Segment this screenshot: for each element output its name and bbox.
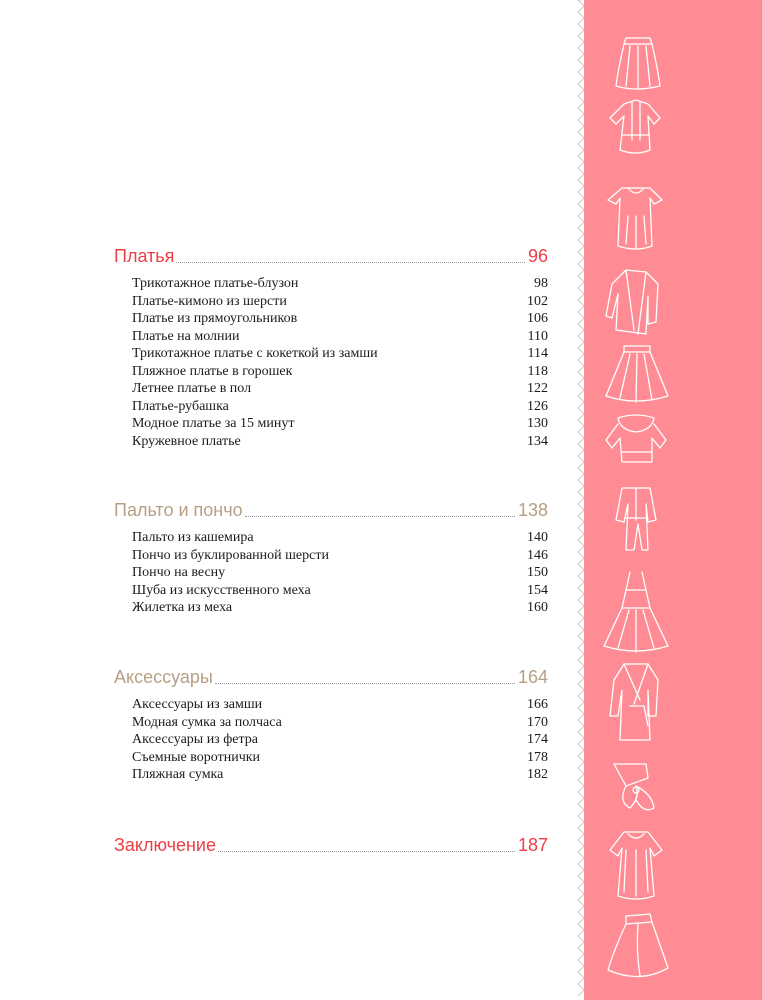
toc-item[interactable] (132, 529, 548, 547)
toc-item-title: Платье из прямоугольников (132, 311, 298, 326)
toc-item-title: Модная сумка за полчаса (132, 714, 282, 730)
toc-item-page: 170 (527, 714, 548, 730)
toc-item-page: 110 (527, 328, 548, 344)
dot-leader (176, 261, 525, 263)
flared-skirt-icon (606, 346, 668, 402)
toc-item-page: 98 (534, 276, 548, 291)
toc-item-page: 146 (527, 547, 548, 563)
toc-item[interactable] (132, 363, 548, 381)
toc-item-title: Жилетка из меха (132, 600, 233, 615)
toc-item-list (132, 529, 548, 617)
toc-item[interactable] (132, 582, 548, 600)
toc-section-heading[interactable] (114, 658, 548, 688)
toc-item[interactable] (132, 310, 548, 328)
dot-leader (245, 515, 515, 517)
toc-item-title: Модное платье за 15 минут (132, 416, 295, 431)
toc-section-coats (114, 491, 548, 617)
toc-item-page: 114 (527, 346, 548, 361)
toc-item-page: 178 (527, 749, 548, 765)
section-page-number: 164 (517, 667, 548, 687)
tunic-icon (608, 188, 662, 249)
toc-item[interactable] (132, 564, 548, 582)
section-title: Аксессуары (114, 667, 213, 687)
cardigan-icon (606, 270, 658, 334)
toc-item-page: 182 (527, 767, 548, 782)
toc-section-heading[interactable] (114, 491, 548, 521)
toc-item-page: 140 (527, 530, 548, 545)
toc-item-title: Пляжное платье в горошек (132, 363, 293, 379)
toc-item-page: 126 (527, 398, 548, 414)
toc-item-title: Аксессуары из фетра (132, 732, 258, 747)
toc-item[interactable] (132, 275, 548, 293)
toc-item[interactable] (132, 749, 548, 767)
wrap-coat-icon (610, 664, 658, 740)
toc-item-title: Кружевное платье (132, 433, 241, 449)
toc-section-conclusion (114, 826, 548, 856)
toc-item-title: Летнее платье в пол (132, 381, 252, 396)
section-page-number: 187 (517, 835, 548, 855)
toc-item[interactable] (132, 547, 548, 565)
toc-item-page: 130 (527, 416, 548, 431)
toc-item[interactable] (132, 599, 548, 617)
section-title: Платья (114, 246, 175, 266)
toc-item[interactable] (132, 328, 548, 346)
toc-item-page: 134 (527, 433, 548, 449)
toc-item[interactable] (132, 731, 548, 749)
toc-item-title: Платье-кимоно из шерсти (132, 293, 287, 309)
toc-item-list (132, 696, 548, 784)
toc-item-list (132, 275, 548, 450)
clothing-illustrations (596, 0, 686, 1000)
toc-item-page: 118 (527, 363, 548, 379)
toc-item-title: Пляжная сумка (132, 767, 224, 782)
toc-item[interactable] (132, 345, 548, 363)
toc-item[interactable] (132, 433, 548, 451)
section-title: Заключение (114, 835, 216, 855)
toc-item-title: Пончо из буклированной шерсти (132, 547, 329, 563)
toc-item-title: Аксессуары из замши (132, 697, 263, 712)
toc-item-page: 106 (527, 311, 548, 326)
dot-leader (218, 850, 515, 852)
toc-item[interactable] (132, 415, 548, 433)
toc-item[interactable] (132, 696, 548, 714)
toc-item[interactable] (132, 766, 548, 784)
zigzag-edge (576, 0, 586, 1000)
toc-item-page: 174 (527, 732, 548, 747)
toc-section-heading[interactable] (114, 237, 548, 267)
toc-item-page: 122 (527, 381, 548, 396)
blouse-icon (610, 100, 660, 153)
toc-item-title: Пончо на весну (132, 565, 226, 580)
smock-dress-icon (610, 832, 662, 899)
section-page-number: 96 (527, 246, 548, 266)
toc-item-title: Шуба из искусственного меха (132, 582, 311, 598)
wrap-skirt-icon (608, 914, 668, 977)
toc-item[interactable] (132, 380, 548, 398)
dot-leader (215, 682, 515, 684)
toc-section-dresses (114, 237, 548, 450)
section-page-number: 138 (517, 500, 548, 520)
toc-item[interactable] (132, 293, 548, 311)
toc-item-title: Съемные воротнички (132, 749, 261, 765)
toc-item-page: 166 (527, 697, 548, 712)
ruffle-top-icon (606, 415, 666, 462)
bow-collar-icon (614, 764, 654, 810)
toc-section-heading[interactable] (114, 826, 548, 856)
toc-item-title: Трикотажное платье-блузон (132, 276, 299, 291)
section-title: Пальто и пончо (114, 500, 243, 520)
toc-item-page: 160 (527, 600, 548, 615)
sundress-icon (604, 572, 668, 652)
toc-item-page: 154 (527, 582, 548, 598)
toc-item-title: Трикотажное платье с кокеткой из замши (132, 346, 378, 361)
skirt-icon (616, 38, 660, 89)
toc-section-accessories (114, 658, 548, 784)
toc-item[interactable] (132, 714, 548, 732)
toc-item-title: Платье-рубашка (132, 398, 229, 414)
toc-item-page: 150 (527, 565, 548, 580)
jumpsuit-icon (616, 488, 656, 550)
toc-item-page: 102 (527, 293, 548, 309)
toc-item-title: Платье на молнии (132, 328, 240, 344)
toc-item[interactable] (132, 398, 548, 416)
toc-item-title: Пальто из кашемира (132, 530, 254, 545)
